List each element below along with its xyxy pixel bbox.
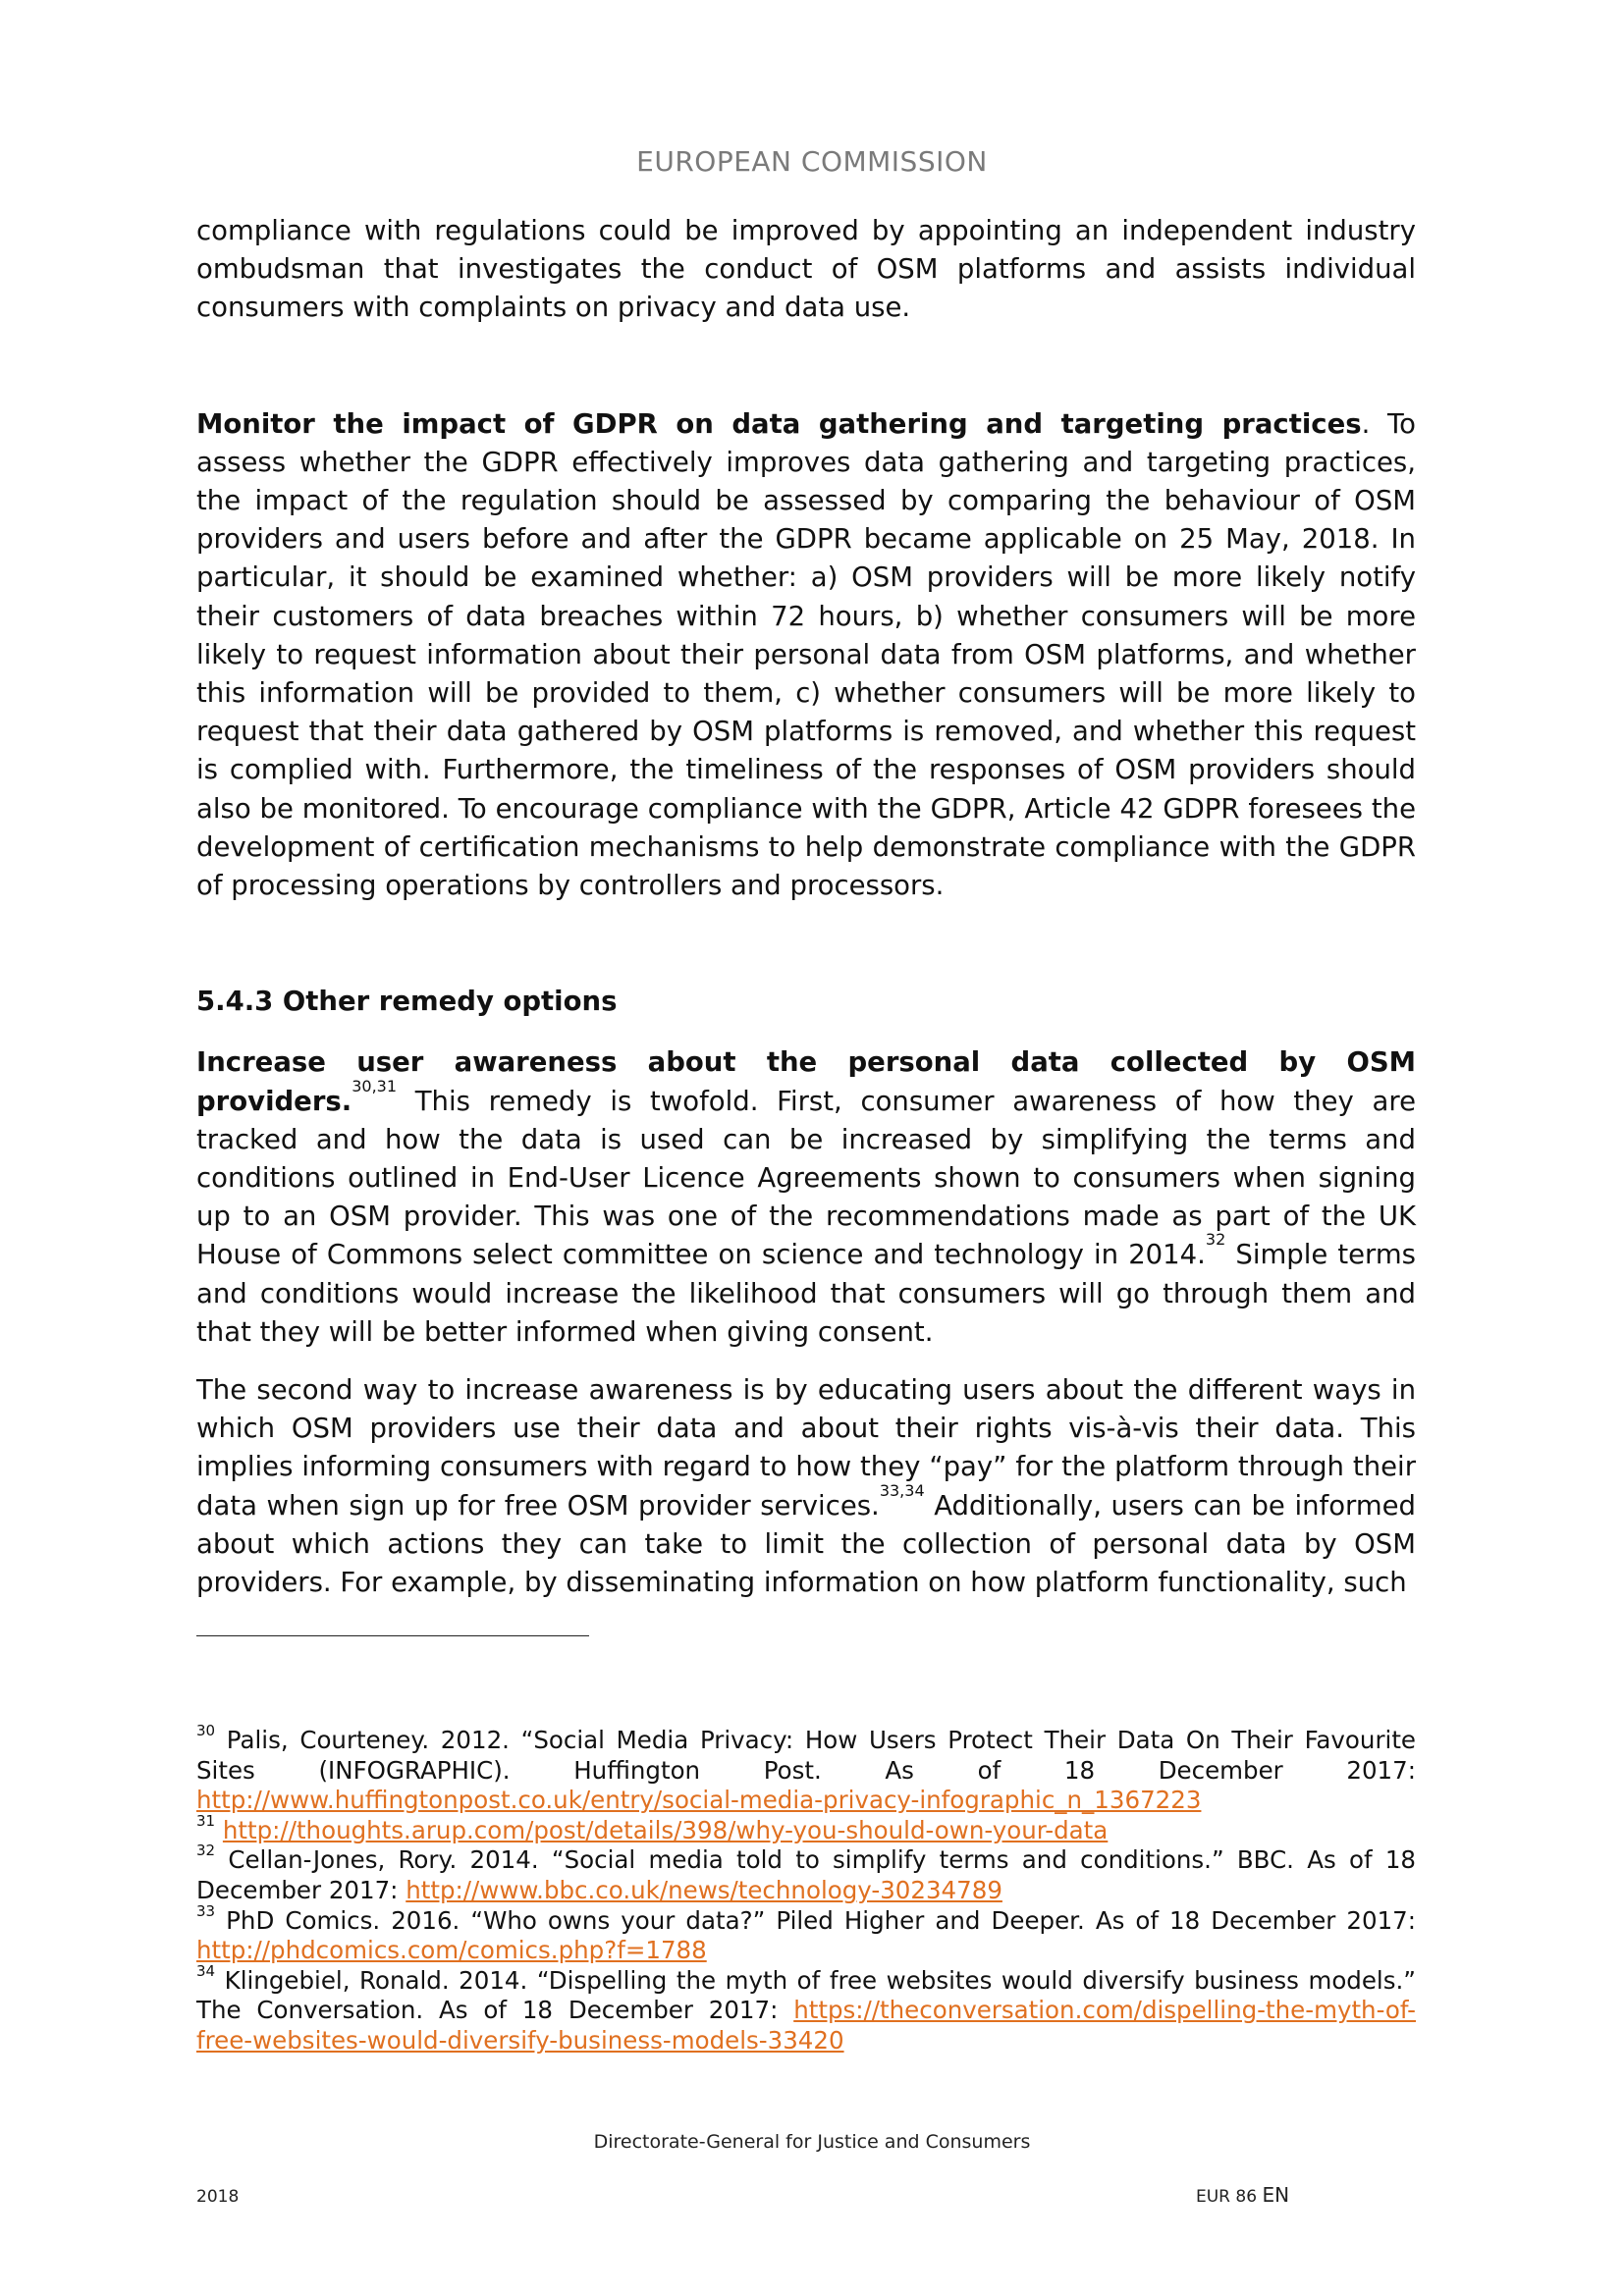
- footnote-31: [196, 1811, 1416, 1846]
- footnote-34: [196, 1961, 1416, 2056]
- paragraph-second-way: [196, 1371, 1416, 1602]
- footnote-text: Klingebiel, Ronald. 2014. “Dispelling the myth of free websites would diversify business models.” The Conversation. As of 18 December 2017:: [196, 1965, 1416, 2025]
- footnote-ref[interactable]: 33,34: [879, 1480, 925, 1500]
- paragraph-lead-bold: Increase user awareness about the personal data collected by OSM providers.: [196, 1046, 1416, 1117]
- paragraph-text: The second way to increase awareness is by educating users about the different ways in which OSM providers use their data and about their rights vis-à-vis their data. This implies informing consumers with regard to how they “pay” for the platform through their data when sign up for free OSM provider services.: [196, 1374, 1416, 1522]
- footnote-number: 33: [196, 1901, 216, 1920]
- footnote-33: [196, 1901, 1416, 1966]
- main-content: [196, 212, 1416, 1602]
- footer-ref-language: EN: [1262, 2183, 1290, 2207]
- paragraph-monitor-gdpr: [196, 405, 1416, 906]
- footnote-link[interactable]: http://thoughts.arup.com/post/details/398/why-you-should-own-your-data: [222, 1815, 1109, 1844]
- footer-ref-number: EUR 86: [1196, 2187, 1258, 2207]
- footnote-number: 30: [196, 1722, 216, 1739]
- footnote-link[interactable]: http://www.huffingtonpost.co.uk/entry/social-media-privacy-infographic_n_1367223: [196, 1786, 1202, 1815]
- footnote-link[interactable]: https://theconversation.com/dispelling-the-myth-of-free-websites-would-diversify-business-models-33420: [196, 1996, 1416, 2055]
- footer-document-ref: [1196, 2183, 1289, 2207]
- paragraph-text: Additionally, users can be informed about which actions they can take to limit the collection of personal data by OSM providers. For example, by disseminating information on how platform functionality, such: [196, 1489, 1417, 1599]
- paragraph-ombudsman: compliance with regulations could be improved by appointing an independent industry ombudsman that investigates the conduct of OSM platforms and assists individual consumers with complaints on privacy and data use.: [196, 215, 1416, 324]
- footnote-number: 34: [196, 1961, 216, 1980]
- paragraph-text: . To assess whether the GDPR effectively improves data gathering and targeting practices, the impact of the regulation should be assessed by comparing the behaviour of OSM providers and users before and after the GDPR became applicable on 25 May, 2018. In particular, it should be examined whether: a) OSM providers will be more likely notify their customers of data breaches within 72 hours, b) whether consumers will be more likely to request information about their personal data from OSM platforms, and whether this information will be provided to them, c) whether consumers will be more likely to request that their data gathered by OSM platforms is removed, and whether this request is complied with. Furthermore, the timeliness of the responses of OSM providers should also be monitored. To encourage compliance with the GDPR, Article 42 GDPR foresees the development of certification mechanisms to help demonstrate compliance with the GDPR of processing operations by controllers and processors.: [196, 407, 1416, 902]
- page-header: EUROPEAN COMMISSION: [636, 145, 988, 178]
- paragraph-user-awareness: [196, 1043, 1416, 1352]
- footnote-32: [196, 1842, 1416, 1905]
- footer-directorate: Directorate-General for Justice and Consumers: [593, 2131, 1031, 2153]
- footnote-link[interactable]: http://www.bbc.co.uk/news/technology-30234789: [406, 1875, 1002, 1904]
- footnote-number: 31: [196, 1811, 216, 1830]
- footnote-text: Cellan-Jones, Rory. 2014. “Social media told to simplify terms and conditions.” BBC. As of 18 December 2017:: [196, 1845, 1416, 1904]
- footnote-text: Palis, Courteney. 2012. “Social Media Privacy: How Users Protect Their Data On Their Favourite Sites (INFOGRAPHIC). Huffington Post. As of 18 December 2017:: [196, 1726, 1416, 1785]
- footer-year: 2018: [196, 2187, 240, 2207]
- section-heading: 5.4.3 Other remedy options: [196, 986, 618, 1018]
- footnote-30: [196, 1722, 1416, 1816]
- paragraph-text: Simple terms and conditions would increase the likelihood that consumers will go through them and that they will be better informed when giving consent.: [196, 1239, 1416, 1348]
- footnote-number: 32: [196, 1842, 216, 1860]
- footnote-ref[interactable]: 32: [1205, 1230, 1226, 1250]
- paragraph-text: This remedy is twofold. First, consumer awareness of how they are tracked and how the data is used can be increased by simplifying the terms and conditions outlined in End-User Licence Agreements shown to consumers when signing up to an OSM provider. This was one of the recommendations made as part of the UK House of Commons select committee on science and technology in 2014.: [196, 1085, 1416, 1271]
- footnote-ref[interactable]: 30,31: [352, 1076, 398, 1095]
- footnote-divider: [196, 1635, 589, 1636]
- footnote-link[interactable]: http://phdcomics.com/comics.php?f=1788: [196, 1936, 707, 1965]
- footnote-text: [215, 1816, 223, 1844]
- paragraph-lead-bold: Monitor the impact of GDPR on data gathering and targeting practices: [196, 407, 1362, 440]
- footnotes: [196, 1722, 1416, 2056]
- footnote-text: PhD Comics. 2016. “Who owns your data?” Piled Higher and Deeper. As of 18 December 2017:: [215, 1905, 1416, 1935]
